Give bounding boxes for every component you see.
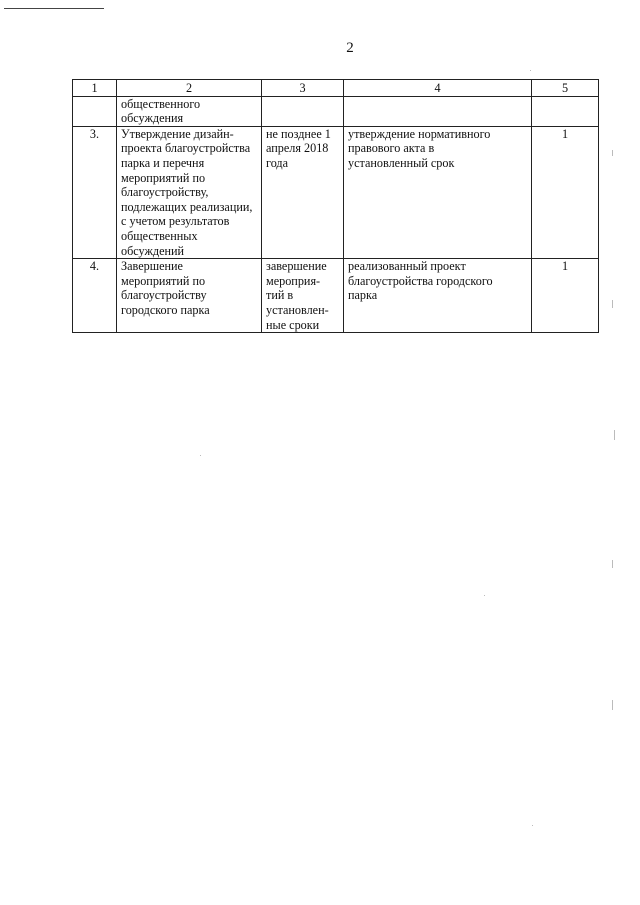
row-number: [73, 96, 117, 126]
header-col-4: 4: [344, 80, 532, 97]
row-term-text: не позднее 1 апреля 2018 года: [266, 126, 331, 170]
scan-speck: [614, 430, 615, 440]
header-col-5: 5: [532, 80, 599, 97]
table-row: [73, 259, 599, 333]
row-description-text: Завершение мероприятий по благоустройству городского парка: [121, 259, 210, 317]
row-description-text: общественного обсуждения: [121, 96, 201, 126]
row-result: [344, 96, 532, 126]
scan-speck: [484, 595, 485, 596]
row-number: 3.: [73, 126, 117, 258]
scan-speck: [612, 560, 613, 568]
row-score: 1: [532, 259, 599, 333]
scan-speck: [532, 825, 533, 826]
row-result-text: утверждение нормативного правового акта в установленный срок: [348, 126, 491, 170]
row-number: 4.: [73, 259, 117, 333]
row-result: [344, 259, 532, 333]
row-description: [117, 96, 262, 126]
row-score: 1: [532, 126, 599, 258]
row-description: [117, 259, 262, 333]
page-number: 2: [346, 40, 354, 56]
header-col-1: 1: [73, 80, 117, 97]
scan-speck: [612, 700, 613, 710]
top-edge-rule: [4, 8, 104, 9]
header-col-2: 2: [117, 80, 262, 97]
row-term: [262, 259, 344, 333]
row-term: [262, 96, 344, 126]
scan-speck: [612, 300, 613, 308]
row-score: [532, 96, 599, 126]
table-row: [73, 126, 599, 258]
row-result: [344, 126, 532, 258]
scan-speck: [530, 70, 531, 71]
row-result-text: реализованный проект благоустройства городского парка: [348, 259, 493, 303]
scan-speck: [612, 150, 613, 156]
header-col-3: 3: [262, 80, 344, 97]
measures-table: [72, 79, 599, 333]
row-description: Утверждение дизайн-проекта благоустройства парка и перечня мероприятий по благоустройству, подлежащих реализации, с учетом результатов общественных обсуждений: [117, 126, 262, 258]
table-header-row: [73, 80, 599, 97]
row-term-text: завершение мероприя-тий в установлен-ные сроки: [266, 259, 329, 332]
row-term: [262, 126, 344, 258]
table-row: [73, 96, 599, 126]
scan-speck: [200, 455, 201, 456]
